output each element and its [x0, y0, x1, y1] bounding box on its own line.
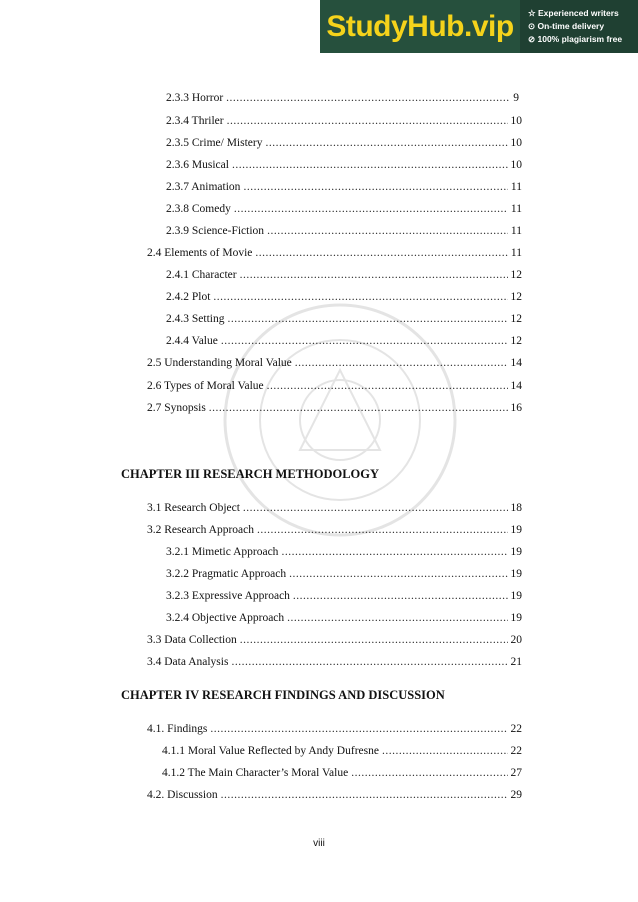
toc-label: 2.4.1 Character: [166, 269, 237, 281]
toc-entry-2-6[interactable]: [147, 380, 522, 392]
toc-label: 3.2 Research Approach: [147, 524, 254, 536]
toc-page: 18: [510, 502, 522, 514]
toc-entry-3-2[interactable]: [147, 524, 522, 536]
toc-entry-2-4-1[interactable]: [166, 269, 522, 281]
toc-page: 11: [510, 203, 522, 215]
toc-entry-2-5[interactable]: [147, 357, 522, 369]
toc-entry-3-2-3[interactable]: [166, 590, 522, 602]
toc-page: 19: [510, 546, 522, 558]
toc-entry-3-1[interactable]: [147, 502, 522, 514]
toc-entry-3-2-1[interactable]: [166, 546, 522, 558]
toc-label: 2.3.8 Comedy: [166, 203, 231, 215]
toc-page: 22: [510, 723, 522, 735]
toc-entry-3-4[interactable]: [147, 656, 522, 668]
toc-page: 10: [510, 137, 522, 149]
toc-page: 11: [510, 247, 522, 259]
toc-label: 2.3.6 Musical: [166, 159, 229, 171]
studyhub-banner[interactable]: [320, 0, 638, 53]
toc-page: 19: [510, 524, 522, 536]
toc-entry-4-1[interactable]: [147, 723, 522, 735]
toc-label: 2.4.3 Setting: [166, 313, 225, 325]
toc-label: 4.1. Findings: [147, 723, 208, 735]
toc-page: 20: [510, 634, 522, 646]
toc-entry-4-1-2[interactable]: [162, 767, 522, 779]
toc-label: 3.1 Research Object: [147, 502, 240, 514]
toc-label: 2.3.3 Horror: [166, 92, 224, 104]
toc-page: 9: [513, 92, 519, 104]
toc-entry-4-1-1[interactable]: [162, 745, 522, 757]
toc-label: 4.1.1 Moral Value Reflected by Andy Dufresne: [162, 745, 379, 757]
toc-entry-2-3-9[interactable]: [166, 225, 522, 237]
toc-label: 2.4 Elements of Movie: [147, 247, 253, 259]
toc-page: 14: [510, 380, 522, 392]
toc-page: 21: [510, 656, 522, 668]
toc-entry-3-2-2[interactable]: [166, 568, 522, 580]
toc-label: 3.2.2 Pragmatic Approach: [166, 568, 287, 580]
toc-page: 11: [510, 225, 522, 237]
toc-page: 10: [510, 115, 522, 127]
toc-entry-2-3-5[interactable]: [166, 137, 522, 149]
toc-label: 2.6 Types of Moral Value: [147, 380, 264, 392]
tagline-on-time-delivery: ⊙ On-time delivery: [528, 21, 605, 31]
tagline-plagiarism-free: ⊘ 100% plagiarism free: [528, 34, 623, 44]
toc-label: 2.3.7 Animation: [166, 181, 241, 193]
toc-entry-2-4-2[interactable]: [166, 291, 522, 303]
toc-entry-2-3-3[interactable]: [166, 92, 519, 104]
toc-entry-2-7[interactable]: [147, 402, 522, 414]
toc-label: 3.2.1 Mimetic Approach: [166, 546, 279, 558]
toc-page: 12: [510, 335, 522, 347]
toc-label: 3.2.4 Objective Approach: [166, 612, 285, 624]
toc-page: 19: [510, 590, 522, 602]
toc-label: 4.1.2 The Main Character’s Moral Value: [162, 767, 349, 779]
toc-label: 3.4 Data Analysis: [147, 656, 229, 668]
toc-label: 2.5 Understanding Moral Value: [147, 357, 292, 369]
banner-taglines: [520, 7, 638, 46]
toc-page: 19: [510, 612, 522, 624]
toc-page: 29: [510, 789, 522, 801]
toc-page: 22: [510, 745, 522, 757]
toc-page: 19: [510, 568, 522, 580]
toc-label: 2.3.4 Thriler: [166, 115, 224, 127]
toc-entry-2-4[interactable]: [147, 247, 522, 259]
toc-entry-2-3-7[interactable]: [166, 181, 522, 193]
toc-label: 2.3.5 Crime/ Mistery: [166, 137, 263, 149]
toc-page: 16: [510, 402, 522, 414]
toc-label: 3.3 Data Collection: [147, 634, 237, 646]
toc-entry-2-3-8[interactable]: [166, 203, 522, 215]
toc-page: 10: [510, 159, 522, 171]
toc-page: 12: [510, 291, 522, 303]
tagline-experienced-writers: ☆ Experienced writers: [528, 8, 619, 18]
toc-page: 11: [510, 181, 522, 193]
toc-label: 2.7 Synopsis: [147, 402, 206, 414]
toc-label: 2.4.2 Plot: [166, 291, 211, 303]
toc-label: 4.2. Discussion: [147, 789, 218, 801]
toc-entry-2-4-3[interactable]: [166, 313, 522, 325]
toc-page: 14: [510, 357, 522, 369]
toc-label: 2.4.4 Value: [166, 335, 218, 347]
toc-entry-3-2-4[interactable]: [166, 612, 522, 624]
toc-entry-2-4-4[interactable]: [166, 335, 522, 347]
toc-label: 3.2.3 Expressive Approach: [166, 590, 290, 602]
toc-label: 2.3.9 Science-Fiction: [166, 225, 265, 237]
toc-entry-2-3-4[interactable]: [166, 115, 522, 127]
chapter-4-heading[interactable]: CHAPTER IV RESEARCH FINDINGS AND DISCUSSION: [121, 688, 445, 702]
page-number: viii: [313, 838, 325, 849]
toc-page: 12: [510, 269, 522, 281]
chapter-3-heading[interactable]: CHAPTER III RESEARCH METHODOLOGY: [121, 467, 380, 481]
toc-entry-4-2[interactable]: [147, 789, 522, 801]
toc-entry-3-3[interactable]: [147, 634, 522, 646]
toc-entry-2-3-6[interactable]: [166, 159, 522, 171]
toc-page: 12: [510, 313, 522, 325]
brand-logo: StudyHub.vip: [320, 0, 520, 53]
toc-page: 27: [510, 767, 522, 779]
